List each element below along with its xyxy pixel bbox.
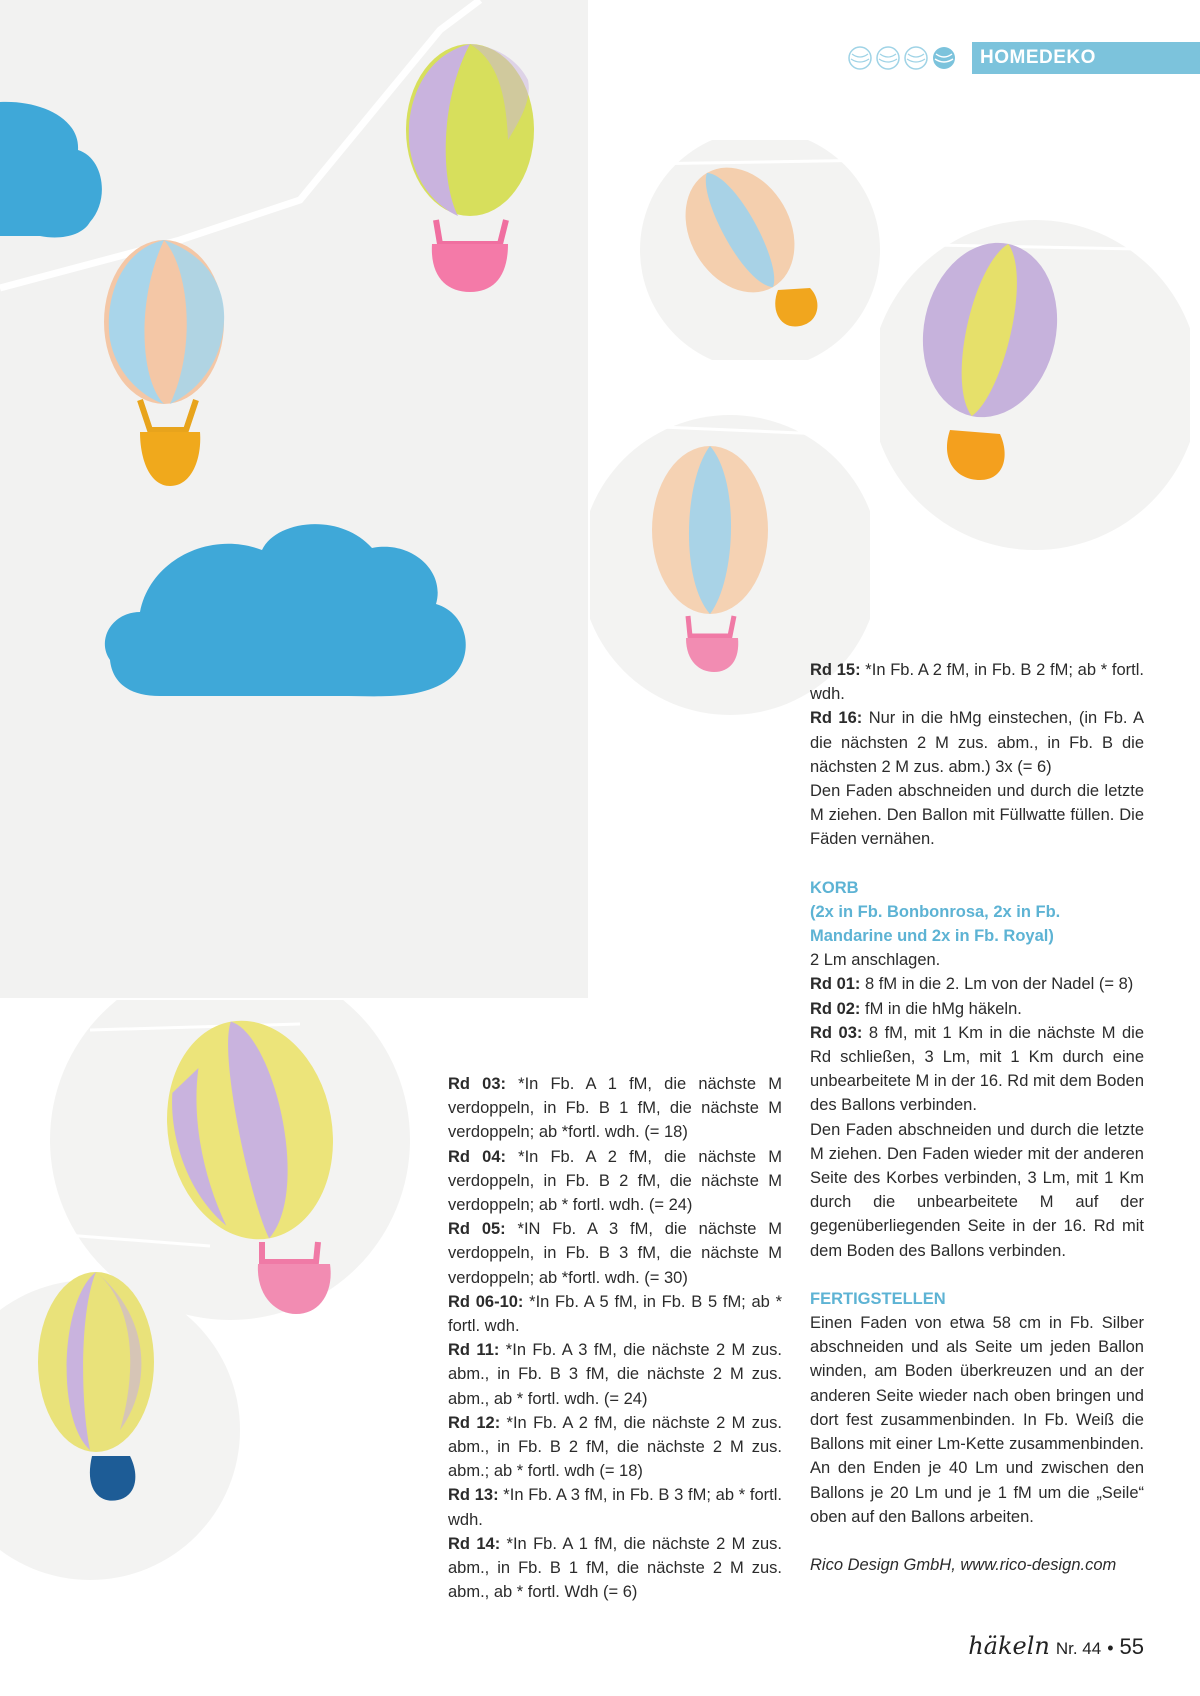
credit-line: Rico Design GmbH, www.rico-design.com bbox=[810, 1555, 1117, 1574]
magazine-brand: häkeln bbox=[968, 1632, 1050, 1660]
yarn-ball-icon bbox=[933, 47, 955, 69]
difficulty-indicator bbox=[848, 46, 964, 70]
korb-heading: KORB bbox=[810, 878, 859, 897]
balloon-photo-blue-peach-2 bbox=[640, 140, 880, 360]
instructions-right-column bbox=[810, 658, 1144, 1577]
balloon-photos-bottom bbox=[0, 1000, 420, 1660]
fertigstellen-text: Einen Faden von etwa 58 cm in Fb. Silber abschneiden und als Seite um jeden Ballon winden, am Boden überkreuzen und an der anderen Seite wieder nach oben bringen und dort fest zusammenbinden. In Fb. Weiß die Ballons mit einer Lm-Kette zusammenbinden. An den Enden je 40 Lm und zwischen den Ballons je 20 Lm und je 1 fM um die „Seile“ oben auf den Ballons arbeiten. bbox=[810, 1314, 1144, 1526]
instruction-row: Rd 06-10: *In Fb. A 5 fM, in Fb. B 5 fM; ab * fortl. wdh. bbox=[448, 1292, 782, 1336]
instruction-row: Rd 13: *In Fb. A 3 fM, in Fb. B 3 fM; ab * fortl. wdh. bbox=[448, 1486, 782, 1529]
instruction-row: Rd 16: Nur in die hMg einstechen, (in Fb. A die nächsten 2 M zus. abm., in Fb. B die nächsten 2 M zus. abm.) 3x (= 6) bbox=[810, 709, 1144, 776]
issue-number: Nr. 44 bbox=[1055, 1639, 1102, 1658]
instruction-row: Rd 05: *IN Fb. A 3 fM, die nächste M verdoppeln, in Fb. B 3 fM, die nächste M verdoppeln; ab *fortl. wdh. (= 30) bbox=[448, 1220, 782, 1287]
garland-photo bbox=[0, 0, 588, 998]
instruction-row: Rd 12: *In Fb. A 2 fM, die nächste 2 M zus. abm., in Fb. B 2 fM, die nächste 2 M zus. abm.; ab * fortl. wdh (= 18) bbox=[448, 1413, 782, 1481]
korb-intro: 2 Lm anschlagen. bbox=[810, 951, 941, 970]
instruction-row: Rd 02: fM in die hMg häkeln. bbox=[810, 999, 1022, 1018]
yarn-ball-icon bbox=[877, 47, 899, 69]
korb-finish-text: Den Faden abschneiden und durch die letzte M ziehen. Den Faden wieder mit der anderen Seite des Korbes verbinden, 3 Lm, mit 1 Km durch die unbearbeitete M auf der gegenüberliegenden Seite in der 16. Rd mit dem Boden des Ballons verbinden. bbox=[810, 1120, 1144, 1260]
footer-bullet: • bbox=[1107, 1638, 1114, 1658]
instructions-left-column bbox=[448, 1072, 782, 1604]
yarn-ball-icon bbox=[849, 47, 871, 69]
instruction-row: Rd 11: *In Fb. A 3 fM, die nächste 2 M zus. abm., in Fb. B 3 fM, die nächste 2 M zus. abm., ab * fortl. wdh. (= 24) bbox=[448, 1341, 782, 1408]
instruction-row: Rd 15: *In Fb. A 2 fM, in Fb. B 2 fM; ab * fortl. wdh. bbox=[810, 661, 1144, 704]
fertigstellen-heading: FERTIGSTELLEN bbox=[810, 1289, 946, 1308]
page-number: 55 bbox=[1119, 1634, 1144, 1659]
yarn-ball-icon bbox=[905, 47, 927, 69]
instruction-row: Rd 03: 8 fM, mit 1 Km in die nächste M die Rd schließen, 3 Lm, mit 1 Km durch eine unbearbeitete M in der 16. Rd mit dem Boden des Ballons verbinden. bbox=[810, 1023, 1144, 1115]
balloon-finish-text: Den Faden abschneiden und durch die letzte M ziehen. Den Ballon mit Füllwatte füllen. Die Fäden vernähen. bbox=[810, 782, 1144, 849]
balloon-photo-yellow-lilac bbox=[880, 220, 1190, 550]
instruction-row: Rd 04: *In Fb. A 2 fM, die nächste M verdoppeln, in Fb. B 2 fM, die nächste M verdoppeln; ab * fortl. wdh. (= 24) bbox=[448, 1147, 782, 1215]
korb-subheading: (2x in Fb. Bonbonrosa, 2x in Fb. Mandarine und 2x in Fb. Royal) bbox=[810, 902, 1061, 946]
instruction-row: Rd 01: 8 fM in die 2. Lm von der Nadel (= 8) bbox=[810, 975, 1134, 994]
instruction-row: Rd 14: *In Fb. A 1 fM, die nächste 2 M zus. abm., in Fb. B 1 fM, die nächste 2 M zus. abm., ab * fortl. Wdh (= 6) bbox=[448, 1534, 782, 1602]
page-footer bbox=[968, 1632, 1144, 1666]
section-tag: HOMEDEKO bbox=[972, 42, 1200, 74]
instruction-row: Rd 03: *In Fb. A 1 fM, die nächste M verdoppeln, in Fb. B 1 fM, die nächste M verdoppeln; ab *fortl. wdh. (= 18) bbox=[448, 1075, 782, 1142]
